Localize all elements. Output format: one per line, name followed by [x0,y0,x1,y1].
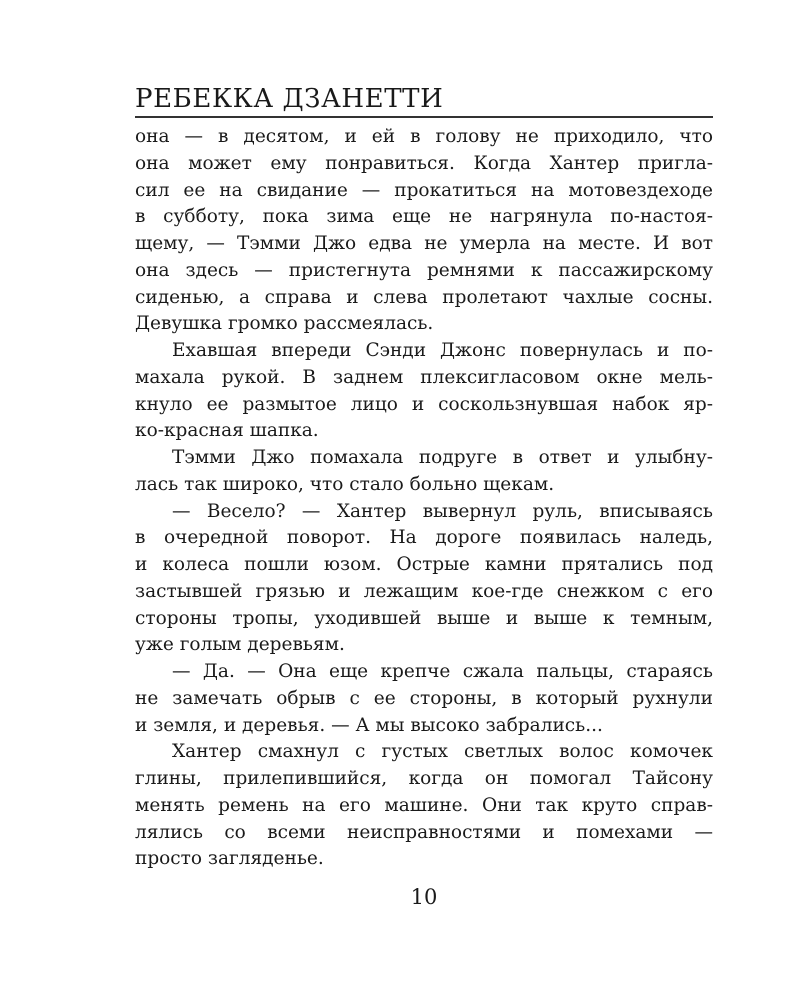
text-line: кнуло ее размытое лицо и соскользнувшая набок яр- [135,393,713,415]
text-line: просто загляденье. [135,848,324,870]
text-line: и земля, и деревья. — А мы высоко забрались... [135,714,603,736]
running-head-author: РЕБЕККА ДЗАНЕТТИ [135,84,444,114]
text-line: сил ее на свидание — прокатиться на мотовездеходе [135,179,713,201]
header-rule [135,116,713,118]
text-line: менять ремень на его машине. Они так круто справ- [135,794,713,816]
text-line: — Да. — Она еще крепче сжала пальцы, стараясь [172,661,713,682]
text-line: Девушка громко рассмеялась. [135,313,434,335]
text-line: и колеса пошли юзом. Острые камни прятались под [135,554,713,575]
text-line: — Весело? — Хантер вывернул руль, вписываясь [172,500,713,522]
text-line: в субботу, пока зима еще не нагрянула по-настоя- [135,206,713,228]
text-line: она может ему понравиться. Когда Хантер пригла- [135,152,713,174]
text-line: стороны тропы, уходившей выше и выше к темным, [135,607,713,629]
text-line: она — в десятом, и ей в голову не приходило, что [135,126,713,147]
text-line: сиденью, а справа и слева пролетают чахлые сосны. [135,286,713,308]
text-line: ко-красная шапка. [135,420,319,442]
text-line: лась так широко, что стало больно щекам. [135,473,555,495]
text-line: глины, прилепившийся, когда он помогал Тайсону [135,768,713,789]
text-line: Ехавшая впереди Сэнди Джонс повернулась и по- [172,340,713,361]
text-line: застывшей грязью и лежащим кое-где снежком с его [135,580,713,602]
text-line: щему, — Тэмми Джо едва не умерла на месте. И вот [135,233,713,254]
text-line: Хантер смахнул с густых светлых волос комочек [172,741,713,763]
text-line: Тэмми Джо помахала подруге в ответ и улыбну- [172,447,713,468]
text-line: уже голым деревьям. [135,634,345,656]
text-line: она здесь — пристегнута ремнями к пассажирскому [135,259,713,281]
body-text [135,124,713,873]
text-line: в очередной поворот. На дороге появилась наледь, [135,527,713,549]
text-line: махала рукой. В заднем плексигласовом окне мель- [135,366,713,388]
page-number: 10 [410,885,438,909]
text-line: лялись со всеми неисправностями и помехами — [135,821,713,843]
text-line: не замечать обрыв с ее стороны, в который рухнули [135,687,713,709]
